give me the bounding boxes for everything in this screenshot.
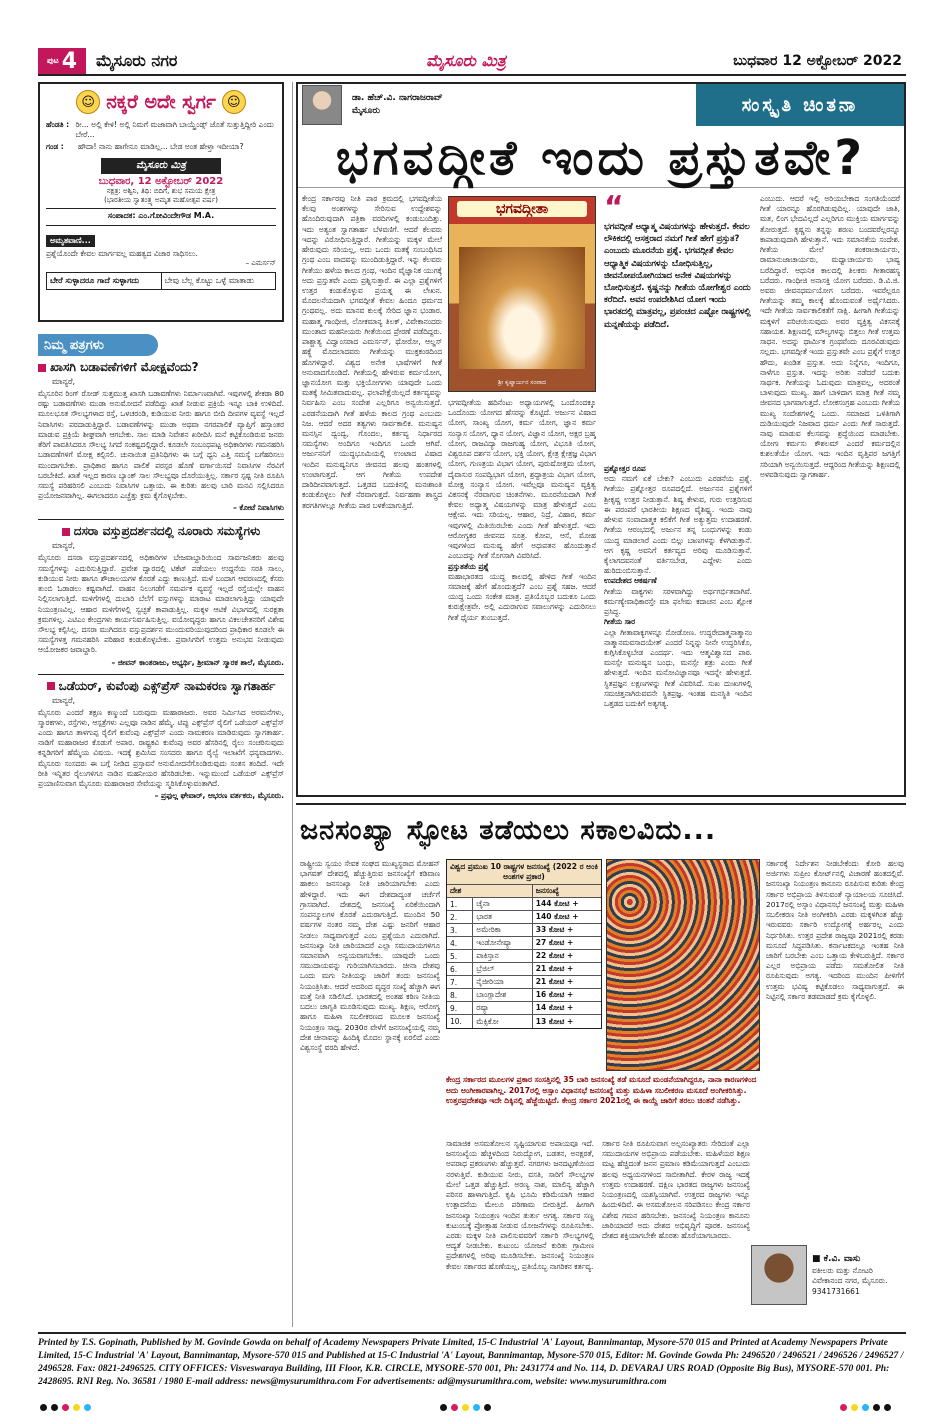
country-cell: ಅಮೇರಿಕಾ [473, 924, 533, 937]
sub-heading: ಪ್ರಶ್ನೋತ್ತರ ರೂಪ [604, 464, 646, 473]
mini-info: (ಭಾರತೀಯ ಸ್ವಾತಂತ್ರ್ಯ ಅಮೃತ ಮಹೋತ್ಸವ ವರ್ಷ) [104, 196, 218, 205]
author-text [352, 92, 443, 119]
headline: ಜನಸಂಖ್ಯಾ ಸ್ಫೋಟ ತಡೆಯಲು ಸಕಾಲವಿದು... [300, 815, 717, 846]
amrita-text: ಪ್ರಶ್ನೆಯೊಂದೇ ಕೇವಲ ಮಾರ್ಗವಲ್ಲ ಮಹತ್ವದ ವಿಚಾರ ಸಾಧಿಸಲು. [46, 248, 198, 258]
dialog-line [46, 120, 276, 140]
black-dot-icon [51, 1404, 58, 1411]
table-header-row [447, 885, 601, 898]
mini-date: ಬುಧವಾರ, 12 ಅಕ್ಟೋಬರ್ 2022 [98, 176, 224, 188]
author-photo [302, 85, 342, 125]
sub-heading: ಪ್ರಸ್ತುತತೆಯ ಪ್ರಶ್ನೆ [448, 561, 489, 571]
joke-box [38, 82, 284, 322]
book-subtitle: ಶ್ರೀ ಕೃಷ್ಣಾರ್ಜುನ ಸಂವಾದ [498, 379, 546, 386]
article-column: ಎಂಬುದು. ಆದರೆ ಇಲ್ಲಿ ಅರಿಯಬೇಕಾದ ಸಂಗತಿಯೆಂದರೆ ಗೀತೆ ಯಾರನ್ನೂ ಹೊರಗಿಡುವುದಿಲ್ಲ. ಯಾವುದೇ ಜಾತಿ, ಮತ, ಲಿಂಗ ಭೇದವಿಲ್ಲದೆ ಎಲ್ಲರಿಗೂ ಮುಕ್ತಿಯ ಮಾರ್ಗವನ್ನು ತೋರುತ್ತದೆ. ಕೃಷ್ಣನು ತನ್ನನ್ನು ಶರಣು ಬಂದವರೆಲ್ಲರನ್ನೂ ಕಾಪಾಡುವುದಾಗಿ ಹೇಳುತ್ತಾನೆ. ಇದು ಸಮಾನತೆಯ ಸಂದೇಶ. ಗೀತೆಯ ಮೇಲೆ ಶಂಕರಾಚಾರ್ಯರು, ರಾಮಾನುಜಾಚಾರ್ಯರು, ಮಧ್ವಾಚಾರ್ಯರು ಭಾಷ್ಯ ಬರೆದಿದ್ದಾರೆ. ಆಧುನಿಕ ಕಾಲದಲ್ಲಿ ತಿಲಕರು ಗೀತಾರಹಸ್ಯ ಬರೆದರು. ಗಾಂಧೀಜಿ ಅನಾಸಕ್ತಿ ಯೋಗ ಬರೆದರು. ಡಿ.ವಿ.ಜಿ. ಅವರು ಜೀವನಧರ್ಮಯೋಗ ಬರೆದರು. ಇವರೆಲ್ಲರೂ ಗೀತೆಯನ್ನು ತಮ್ಮ ಕಾಲಕ್ಕೆ ಹೊಂದುವಂತೆ ಅರ್ಥೈಸಿದರು. ಇದೇ ಗೀತೆಯ ಸಾರ್ವಕಾಲಿಕತೆಗೆ ಸಾಕ್ಷಿ. ಹೀಗಾಗಿ ಗೀತೆಯನ್ನು ಮಕ್ಕಳಿಗೆ ಪರಿಚಯಿಸುವುದು ಅವರ ವ್ಯಕ್ತಿತ್ವ ವಿಕಸನಕ್ಕೆ ಸಹಾಯಕ. ಶಿಕ್ಷಣದಲ್ಲಿ ಮೌಲ್ಯಗಳನ್ನು ಬಿತ್ತಲು ಗೀತೆ ಉತ್ತಮ ಸಾಧನ. ಅದನ್ನು ಧಾರ್ಮಿಕ ಗ್ರಂಥವೆಂದು ದೂರವಿಡುವುದು ಸಲ್ಲದು. ಭಗವದ್ಗೀತೆ ಇಂದು ಪ್ರಸ್ತುತವೇ ಎಂಬ ಪ್ರಶ್ನೆಗೆ ಉತ್ತರ ಹೌದು, ಖಂಡಿತ ಪ್ರಸ್ತುತ. ಅದು ನಿನ್ನೆಗೂ, ಇಂದಿಗೂ, ನಾಳೆಗೂ ಪ್ರಸ್ತುತ. ಇದನ್ನು ಅರಿತು ನಡೆದರೆ ಬದುಕು ಸಾರ್ಥಕ. ಗೀತೆಯನ್ನು ಓದುವುದು ಮಾತ್ರವಲ್ಲ, ಅದರಂತೆ ಬಾಳುವುದು ಮುಖ್ಯ. ಹಾಗೆ ಬಾಳಿದಾಗ ಮಾತ್ರ ಗೀತೆ ನಮ್ಮ ಜೀವನದ ಭಾಗವಾಗುತ್ತದೆ. ಲೋಕಸಂಗ್ರಹ ಎಂಬುದು ಗೀತೆಯ ಮುಖ್ಯ ಸಂದೇಶಗಳಲ್ಲಿ ಒಂದು. ಸಮಾಜದ ಒಳಿತಿಗಾಗಿ ದುಡಿಯುವುದೇ ನಿಜವಾದ ಧರ್ಮ ಎಂದು ಗೀತೆ ಸಾರುತ್ತದೆ. ನಾವು ಮಾಡುವ ಕೆಲಸವನ್ನು ಶ್ರದ್ಧೆಯಿಂದ ಮಾಡಬೇಕು. ಯೋಗಃ ಕರ್ಮಸು ಕೌಶಲಮ್ ಎಂದರೆ ಕರ್ಮದಲ್ಲಿನ ಕುಶಲತೆಯೇ ಯೋಗ. ಇದು ಇಂದಿನ ವೃತ್ತಿಪರ ಜಗತ್ತಿಗೆ ಸರಿಯಾಗಿ ಅನ್ವಯಿಸುತ್ತದೆ. ಆದ್ದರಿಂದ ಗೀತೆಯನ್ನು ಶಿಕ್ಷಣದಲ್ಲಿ ಅಳವಡಿಸುವುದು ಸ್ವಾಗತಾರ್ಹ. [760, 194, 900, 479]
black-dot-icon [484, 1404, 491, 1411]
page-number-box [38, 48, 86, 74]
country-cell: ರಷ್ಯಾ [473, 1002, 533, 1015]
paper-logo: ಮೈಸೂರು ಮಿತ್ರ [426, 51, 506, 70]
column-header: ದೇಶ [447, 885, 532, 898]
letter-body: ಮೈಸೂರಿನ ರಿಂಗ್ ರೋಡ್ ಸುತ್ತಮುತ್ತ ಖಾಸಗಿ ಬಡಾವಣೆಗಳು ನಿರ್ಮಾಣವಾಗಿವೆ. ಇವುಗಳಲ್ಲಿ ಶೇಕಡಾ 80 ರಷ್ಟು ಬಡಾವಣೆಗಳು ಮುಡಾ ಅನುಮೋದನೆ ಪಡೆದಿದ್ದು ಖಾತೆ ನೀಡುವ ಪ್ರಕ್ರಿಯೆ ಇನ್ನೂ ಬಾಕಿ ಉಳಿದಿದೆ. ಮೂಲಭೂತ ಸೌಲಭ್ಯಗಳಾದ ರಸ್ತೆ, ಒಳಚರಂಡಿ, ಕುಡಿಯುವ ನೀರು ಹಾಗೂ ಬೀದಿ ದೀಪಗಳ ವ್ಯವಸ್ಥೆ ಇಲ್ಲದೆ ನಿವಾಸಿಗಳು ಪರದಾಡುತ್ತಿದ್ದಾರೆ. ಬಡಾವಣೆಗಳನ್ನು ಮುಡಾ ಅಥವಾ ನಗರಪಾಲಿಕೆ ವ್ಯಾಪ್ತಿಗೆ ಹಸ್ತಾಂತರ ಮಾಡುವ ಪ್ರಕ್ರಿಯೆ ಶೀಘ್ರವಾಗಿ ಆಗಬೇಕು. ಸಾಲ ಮಾಡಿ ನಿವೇಶನ ಖರೀದಿಸಿ ಮನೆ ಕಟ್ಟಿಕೊಂಡಿರುವ ಜನರು ತೆರಿಗೆ ಪಾವತಿಸಿದರೂ ಸೌಲಭ್ಯ ಸಿಗದೆ ಸಂಕಷ್ಟದಲ್ಲಿದ್ದಾರೆ. ಕೂಡಲೇ ಸಂಬಂಧಪಟ್ಟ ಅಧಿಕಾರಿಗಳು ಗಮನಹರಿಸಿ ಬಡಾವಣೆಗಳಿಗೆ ಮೋಕ್ಷ ಕಲ್ಪಿಸಲಿ. ಚುನಾಯಿತ ಪ್ರತಿನಿಧಿಗಳು ಈ ಬಗ್ಗೆ ಧ್ವನಿ ಎತ್ತಿ ಸಮಸ್ಯೆ ಬಗೆಹರಿಸಲು ಮುಂದಾಗಬೇಕು. ಪ್ರಾಧಿಕಾರ ಹಾಗೂ ಪಾಲಿಕೆ ಪರಸ್ಪರ ಹೊಣೆ ವರ್ಗಾಯಿಸದೆ ನಿವಾಸಿಗಳ ನೆರವಿಗೆ ಬರಬೇಕಿದೆ. ಖಾತೆ ಇಲ್ಲದ ಕಾರಣ ಬ್ಯಾಂಕ್ ಸಾಲ ಸೌಲಭ್ಯವೂ ದೊರೆಯುತ್ತಿಲ್ಲ. ಸರ್ಕಾರ ಸ್ಪಷ್ಟ ನೀತಿ ರೂಪಿಸಿ ಸಮಸ್ಯೆ ಪರಿಹರಿಸಲಿ ಎಂಬುದು ನಿವಾಸಿಗಳ ಒತ್ತಾಯ. ಈ ಕುರಿತು ಹಲವು ಬಾರಿ ಮನವಿ ಸಲ್ಲಿಸಿದರೂ ಪ್ರಯೋಜನವಾಗಿಲ್ಲ. ಈಗಲಾದರೂ ಎಚ್ಚೆತ್ತು ಕ್ರಮ ಕೈಗೊಳ್ಳಬೇಕು. [38, 389, 284, 501]
article-gita [296, 82, 906, 797]
chariot-scene-image [459, 247, 585, 369]
dialog-line [46, 142, 276, 152]
joke-header [46, 88, 276, 116]
author-byline [298, 84, 698, 126]
population-cell: 13 ಕೋಟಿ + [532, 1015, 601, 1028]
black-dot-icon [884, 1404, 891, 1411]
yellow-dot-icon [462, 1404, 469, 1411]
writer-byline [812, 1253, 904, 1297]
headline: ಭಗವದ್ಗೀತೆ ಇಂದು ಪ್ರಸ್ತುತವೇ? [298, 130, 904, 188]
letter-title [38, 674, 284, 694]
page-number: 4 [61, 48, 78, 74]
yellow-dot-icon [851, 1404, 858, 1411]
sub-heading: ಗೀತೆಯ ಸಾರ [604, 617, 636, 627]
joke-dialog [46, 120, 276, 152]
population-cell: 140 ಕೋಟಿ + [532, 911, 601, 924]
country-cell: ಬ್ರೆಜಿಲ್ [473, 963, 533, 976]
table-row [447, 911, 601, 924]
book-title: ಭಗವದ್ಗೀತಾ [457, 201, 587, 217]
amrita-author: – ಎಮರ್ಸನ್ [245, 258, 276, 267]
black-dot-icon [440, 1404, 447, 1411]
color-dots [840, 1404, 891, 1411]
magenta-dot-icon [62, 1404, 69, 1411]
table-row [447, 950, 601, 963]
letters-banner: ನಿಮ್ಮ ಪತ್ರಗಳು [38, 334, 158, 356]
article-text: ಮಹಾಭಾರತದ ಯುದ್ಧ ಕಾಲದಲ್ಲಿ ಹೇಳಿದ ಗೀತೆ ಇಂದಿನ ಸಮಾಜಕ್ಕೆ ಹೇಗೆ ಹೊಂದುತ್ತದೆ? ಎಂಬ ಪ್ರಶ್ನೆ ಸಹಜ. ಆದರೆ ಯುದ್ಧ ಒಂದು ಸಂಕೇತ ಮಾತ್ರ. ಪ್ರತಿಯೊಬ್ಬರ ಬದುಕೂ ಒಂದು ಕುರುಕ್ಷೇತ್ರವೇ. ಅಲ್ಲಿ ಎದುರಾಗುವ ಸವಾಲುಗಳನ್ನು ಎದುರಿಸಲು ಗೀತೆ ಧೈರ್ಯ ತುಂಬುತ್ತದೆ. [448, 571, 596, 622]
photo-caption: ಕೇಂದ್ರ ಸರ್ಕಾರದ ಮೂಲಗಳ ಪ್ರಕಾರ ಸಂಸತ್ತಿನಲ್ಲಿ 35 ಬಾರಿ ಜನಸಂಖ್ಯೆ ತಡೆ ಮಸೂದೆ ಮಂಡನೆಯಾಗಿದ್ದರೂ, ನಾನಾ ಕಾರಣಗಳಿಂದ ಅದು ಅಂಗೀಕಾರವಾಗಿಲ್ಲ. 2017ರಲ್ಲಿ ಅಸ್ಸಾಂ ವಿಧಾನಸಭೆ ಜನಸಂಖ್ಯೆ ಮತ್ತು ಮಹಿಳಾ ಸಬಲೀಕರಣ ಮಸೂದೆ ಅಂಗೀಕರಿಸಿತ್ತು. ಉತ್ತರಪ್ರದೇಶವೂ ಇದೇ ದಿಕ್ಕಿನಲ್ಲಿ ಹೆಜ್ಜೆಯಿಟ್ಟಿದೆ. ಕೇಂದ್ರ ಸರ್ಕಾರ 2021ರಲ್ಲಿ ಈ ಕಾಯ್ದೆ ಜಾರಿಗೆ ತರಲು ಚಿಂತನೆ ನಡೆಸಿತ್ತು. [446, 1075, 757, 1106]
cyan-dot-icon [84, 1404, 91, 1411]
table-row [447, 989, 601, 1002]
crowd-photo [606, 859, 760, 1071]
population-cell: 14 ಕೋಟಿ + [532, 1002, 601, 1015]
article-text: ಗೀತೆಯ ವಾಕ್ಯಗಳು ಸರಳವಾಗಿದ್ದು ಅರ್ಥಗರ್ಭಿತವಾಗಿವೆ. ಕರ್ಮಣ್ಯೇವಾಧಿಕಾರಸ್ತೇ ಮಾ ಫಲೇಷು ಕದಾಚನ ಎಂಬ ಶ್ಲೋಕ ಪ್ರಸಿದ್ಧ. [604, 586, 752, 617]
letter-salutation: ಮಾನ್ಯರೆ, [52, 541, 76, 551]
letter [38, 519, 284, 667]
letter-signature: – ಜೀವನ್ ಕಾಂತರಾಜು, ಅಭ್ಯರ್ಥಿ, ಶ್ರೀಮಾನ್ ಸ್ಮಾರಕ ಶಾಲೆ, ಮೈಸೂರು. [111, 657, 284, 667]
article-text: ಭಗವದ್ಗೀತೆಯ ಹದಿನೆಂಟು ಅಧ್ಯಾಯಗಳಲ್ಲಿ ಒಂದೊಂದಕ್ಕೂ ಒಂದೊಂದು ಯೋಗದ ಹೆಸರನ್ನು ಕೊಟ್ಟಿದೆ. ಅರ್ಜುನ ವಿಷಾದ ಯೋಗ, ಸಾಂಖ್ಯ ಯೋಗ, ಕರ್ಮ ಯೋಗ, ಜ್ಞಾನ ಕರ್ಮ ಸಂನ್ಯಾಸ ಯೋಗ, ಧ್ಯಾನ ಯೋಗ, ವಿಜ್ಞಾನ ಯೋಗ, ಅಕ್ಷರ ಬ್ರಹ್ಮ ಯೋಗ, ರಾಜವಿದ್ಯಾ ರಾಜಗುಹ್ಯ ಯೋಗ, ವಿಭೂತಿ ಯೋಗ, ವಿಶ್ವರೂಪ ದರ್ಶನ ಯೋಗ, ಭಕ್ತಿ ಯೋಗ, ಕ್ಷೇತ್ರ ಕ್ಷೇತ್ರಜ್ಞ ವಿಭಾಗ ಯೋಗ, ಗುಣತ್ರಯ ವಿಭಾಗ ಯೋಗ, ಪುರುಷೋತ್ತಮ ಯೋಗ, ದೈವಾಸುರ ಸಂಪದ್ವಿಭಾಗ ಯೋಗ, ಶ್ರದ್ಧಾತ್ರಯ ವಿಭಾಗ ಯೋಗ, ಮೋಕ್ಷ ಸಂನ್ಯಾಸ ಯೋಗ. ಇವೆಲ್ಲವೂ ಮನುಷ್ಯನ ವ್ಯಕ್ತಿತ್ವ ವಿಕಸನಕ್ಕೆ ನೆರವಾಗುವ ಚಿಂತನೆಗಳು. ಮೂರನೆಯದಾಗಿ ಗೀತೆ ಕೇವಲ ಅಧ್ಯಾತ್ಮ ವಿಷಯಗಳನ್ನು ಮಾತ್ರ ಹೇಳುತ್ತದೆ ಎಂಬ ಆಕ್ಷೇಪ. ಇದು ಸರಿಯಲ್ಲ. ಆಹಾರ, ನಿದ್ರೆ, ವಿಹಾರ, ಕರ್ಮ ಇವುಗಳಲ್ಲಿ ಮಿತಿಯಿರಬೇಕು ಎಂದು ಗೀತೆ ಹೇಳುತ್ತದೆ. ಇದು ಆರೋಗ್ಯಕರ ಜೀವನದ ಸೂತ್ರ. ಕೋಪ, ಆಸೆ, ಮೋಹ ಇವುಗಳಿಂದ ಮನುಷ್ಯ ಹೇಗೆ ಅಧಃಪತನ ಹೊಂದುತ್ತಾನೆ ಎಂಬುದನ್ನು ಗೀತೆ ಸೊಗಸಾಗಿ ವಿವರಿಸಿದೆ. [448, 398, 596, 561]
mini-logo: ಮೈಸೂರು ಮಿತ್ರ [101, 158, 221, 174]
dialog-speaker: ಹೆಂಡತಿ : [46, 120, 70, 129]
dialog-text: ಹೌದಾ! ನಾನು ಹಾಗೇನೂ ಮಾಡಿಲ್ಲ... ಬೇಡ ಅಂತ ಹೇಳ್ತಾ ಇದೀಯಾ? [78, 142, 244, 152]
population-cell: 27 ಕೋಟಿ + [532, 937, 601, 950]
writer-name: ■ ಕೆ.ವಿ. ವಾಸು [812, 1254, 861, 1264]
rank-cell: 5. [447, 950, 473, 963]
article-population [296, 803, 906, 1328]
bullet-square-icon [38, 364, 46, 372]
rank-cell: 7. [447, 976, 473, 989]
proverb-box [46, 272, 276, 290]
writer-photo [751, 1245, 807, 1305]
country-cell: ಬಾಂಗ್ಲಾದೇಶ [473, 989, 533, 1002]
letter [38, 674, 284, 802]
mini-info: ನಕ್ಷತ್ರ: ಅಶ್ವಿನಿ, ತಿಥಿ: ಬಿದಿಗೆ, ಶುಭ ಸಮಯ ಕ್ಷೇತ್ರ [106, 187, 216, 196]
population-table-grid [447, 884, 601, 1028]
country-cell: ಇಂಡೋನೇಷ್ಯಾ [473, 937, 533, 950]
sub-heading: ಉಪದೇಶದ ಆಕರ್ಷಣೆ [604, 576, 657, 586]
article-column [448, 398, 596, 794]
amrita-vani [46, 225, 276, 268]
letter-salutation: ಮಾನ್ಯರೆ, [52, 377, 76, 386]
article-column: ಸಾಮಾಜಿಕ ಅಸಮತೋಲನ ಸೃಷ್ಟಿಯಾಗುವ ಅಪಾಯವೂ ಇದೆ. ಜನಸಂಖ್ಯೆಯ ಹೆಚ್ಚಳದಿಂದ ನಿರುದ್ಯೋಗ, ಬಡತನ, ಅನಕ್ಷರತೆ, ಅಪರಾಧ ಪ್ರಕರಣಗಳು ಹೆಚ್ಚುತ್ತವೆ. ನಗರಗಳು ಜನದಟ್ಟಣೆಯಿಂದ ನರಳುತ್ತಿವೆ. ಕುಡಿಯುವ ನೀರು, ವಸತಿ, ಸಾರಿಗೆ ಸೌಲಭ್ಯಗಳ ಮೇಲೆ ಒತ್ತಡ ಹೆಚ್ಚುತ್ತಿದೆ. ಅರಣ್ಯ ನಾಶ, ಮಾಲಿನ್ಯ ಹೆಚ್ಚಾಗಿ ಪರಿಸರ ಹಾಳಾಗುತ್ತಿದೆ. ಕೃಷಿ ಭೂಮಿ ಕಡಿಮೆಯಾಗಿ ಆಹಾರ ಉತ್ಪಾದನೆಯ ಮೇಲೂ ಪರಿಣಾಮ ಬೀರುತ್ತಿದೆ. ಹೀಗಾಗಿ ಜನಸಂಖ್ಯಾ ನಿಯಂತ್ರಣ ಇಂದಿನ ತುರ್ತು ಅಗತ್ಯ. ಸರ್ಕಾರ ಸಣ್ಣ ಕುಟುಂಬಕ್ಕೆ ಪ್ರೋತ್ಸಾಹ ನೀಡುವ ಯೋಜನೆಗಳನ್ನು ರೂಪಿಸಬೇಕು. ಎರಡು ಮಕ್ಕಳ ನೀತಿ ಪಾಲಿಸುವವರಿಗೆ ಸರ್ಕಾರಿ ಸೌಲಭ್ಯಗಳಲ್ಲಿ ಆದ್ಯತೆ ನೀಡಬೇಕು. ಕುಟುಂಬ ಯೋಜನೆ ಕುರಿತು ಗ್ರಾಮೀಣ ಪ್ರದೇಶಗಳಲ್ಲಿ ಅರಿವು ಮೂಡಿಸಬೇಕು. ಜನಸಂಖ್ಯೆ ನಿಯಂತ್ರಣ ಕೇವಲ ಸರ್ಕಾರದ ಹೊಣೆಯಲ್ಲ, ಪ್ರತಿಯೊಬ್ಬ ನಾಗರಿಕನ ಕರ್ತವ್ಯ. [446, 1139, 594, 1271]
article-text: ಎಲ್ಲಾ ಗೀತಾವಾಕ್ಯಗಳನ್ನೂ ನೋಡೋಣ. ಉದ್ಧರೇದಾತ್ಮನಾತ್ಮಾನಂ ನಾತ್ಮಾನಮವಸಾದಯೇತ್ ಎಂದರೆ ನಿನ್ನನ್ನು ನೀನೇ ಉದ್ಧರಿಸಿಕೊ, ಕುಗ್ಗಿಸಿಕೊಳ್ಳಬೇಡ ಎಂದರ್ಥ. ಇದು ಆತ್ಮವಿಶ್ವಾಸದ ಪಾಠ. ಮನಸ್ಸೇ ಮನುಷ್ಯನ ಬಂಧು, ಮನಸ್ಸೇ ಶತ್ರು ಎಂದು ಗೀತೆ ಹೇಳುತ್ತದೆ. ಇಂದಿನ ಮನೋವಿಜ್ಞಾನವೂ ಇದನ್ನೇ ಹೇಳುತ್ತದೆ. ಸ್ಥಿತಪ್ರಜ್ಞನ ಲಕ್ಷಣಗಳನ್ನು ಗೀತೆ ವಿವರಿಸಿದೆ. ಸುಖ ದುಃಖಗಳಲ್ಲಿ ಸಮಚಿತ್ತನಾಗಿರುವವನೇ ಸ್ಥಿತಪ್ರಜ್ಞ. ಇಂತಹ ಮನಸ್ಥಿತಿ ಇಂದಿನ ಒತ್ತಡದ ಬದುಕಿಗೆ ಅತ್ಯಗತ್ಯ. [604, 627, 752, 709]
pull-quote [604, 190, 754, 330]
left-column [38, 82, 284, 801]
country-cell: ಭಾರತ [473, 911, 533, 924]
letter [38, 360, 284, 513]
letter-body: ಮೈಸೂರು ದಸರಾ ವಸ್ತುಪ್ರದರ್ಶನದಲ್ಲಿ ಅಧಿಕಾರಿಗಳ ಬೇಜವಾಬ್ದಾರಿಯಿಂದ ಸಾರ್ವಜನಿಕರು ಹಲವು ಸಮಸ್ಯೆಗಳನ್ನು ಎದುರಿಸುತ್ತಿದ್ದಾರೆ. ಪ್ರವೇಶ ದ್ವಾರದಲ್ಲಿ ಟಿಕೆಟ್ ಪಡೆಯಲು ಉದ್ದನೆಯ ಸರತಿ ಸಾಲು, ಕುಡಿಯುವ ನೀರು ಹಾಗೂ ಶೌಚಾಲಯಗಳ ಕೊರತೆ ಎದ್ದು ಕಾಣುತ್ತಿದೆ. ಮಳೆ ಬಂದಾಗ ಆವರಣದಲ್ಲಿ ಕೆಸರು ತುಂಬಿ ಓಡಾಡಲು ಕಷ್ಟವಾಗಿದೆ. ವಾಹನ ನಿಲುಗಡೆಗೆ ಸಮರ್ಪಕ ವ್ಯವಸ್ಥೆ ಇಲ್ಲದೆ ರಸ್ತೆಯಲ್ಲೇ ವಾಹನ ನಿಲ್ಲಿಸಲಾಗುತ್ತಿದೆ. ಮಳಿಗೆಗಳಲ್ಲಿ ದುಬಾರಿ ಬೆಲೆಗೆ ವಸ್ತುಗಳನ್ನು ಮಾರಾಟ ಮಾಡಲಾಗುತ್ತಿದ್ದು ಯಾವುದೇ ನಿಯಂತ್ರಣವಿಲ್ಲ. ಆಹಾರ ಮಳಿಗೆಗಳಲ್ಲಿ ಸ್ವಚ್ಛತೆ ಕಾಪಾಡುತ್ತಿಲ್ಲ. ಮಕ್ಕಳ ಆಟಿಕೆ ವಿಭಾಗದಲ್ಲಿ ಸುರಕ್ಷತಾ ಕ್ರಮಗಳಿಲ್ಲ. ಎಟಿಎಂ ಕೇಂದ್ರಗಳು ಕಾರ್ಯನಿರ್ವಹಿಸುತ್ತಿಲ್ಲ. ವಯೋವೃದ್ಧರು ಹಾಗೂ ವಿಕಲಚೇತನರಿಗೆ ವಿಶೇಷ ಸೌಲಭ್ಯ ಕಲ್ಪಿಸಿಲ್ಲ. ದಸರಾ ಮುಗಿದರೂ ವಸ್ತುಪ್ರದರ್ಶನ ಮುಂದುವರಿಯುವುದರಿಂದ ಪ್ರಾಧಿಕಾರ ಕೂಡಲೇ ಈ ಸಮಸ್ಯೆಗಳತ್ತ ಗಮನಹರಿಸಿ ಪರಿಹಾರ ಕಂಡುಕೊಳ್ಳಬೇಕು. ಪ್ರವಾಸಿಗರಿಗೆ ಉತ್ತಮ ಅನುಭವ ನೀಡುವುದು ಆಯೋಜಕರ ಜವಾಬ್ದಾರಿ. [38, 553, 284, 655]
color-dots [40, 1404, 91, 1411]
cyan-dot-icon [473, 1404, 480, 1411]
pull-quote-text: ಭಗವದ್ಗೀತೆ ಅಧ್ಯಾತ್ಮ ವಿಷಯಗಳನ್ನು ಹೇಳುತ್ತದೆ. ಕೇವಲ ಲೌಕಿಕದಲ್ಲಿ ಆಸಕ್ತರಾದ ನಮಗೆ ಗೀತೆ ಹೇಗೆ ಪ್ರಸ್ತುತ? ಎಂಬುದು ಮೂರನೆಯ ಪ್ರಶ್ನೆ. ಭಗವದ್ಗೀತೆ ಕೇವಲ ಆಧ್ಯಾತ್ಮಿಕ ವಿಷಯಗಳನ್ನು ಬೋಧಿಸುತ್ತಿಲ್ಲ, ಜೀವನೋಪಯೋಗಿಯಾದ ಅನೇಕ ವಿಷಯಗಳನ್ನು ಬೋಧಿಸುತ್ತದೆ. ಕೃಷ್ಣನನ್ನು ಗೀತೆಯ ಯೋಗೇಶ್ವರ ಎಂದು ಕರೆದಿದೆ. ಅವನ ಉಪದೇಶಿಸಿದ ಯೋಗ ಇಂದು ಭಾರತದಲ್ಲಿ ಮಾತ್ರವಲ್ಲ, ಪ್ರಪಂಚದ ಎಷ್ಟೋ ರಾಷ್ಟ್ರಗಳಲ್ಲಿ ಮನ್ನಣೆಯನ್ನು ಪಡೆದಿದೆ. [604, 221, 751, 329]
author-name: ಡಾ. ಹೆಚ್.ವಿ. ನಾಗರಾಜರಾವ್ [352, 92, 443, 103]
letter-title-text: ಒಡೆಯರ್, ಕುವೆಂಪು ಎಕ್ಸ್‌ಪ್ರೆಸ್ ನಾಮಕರಣ ಸ್ವಾಗತಾರ್ಹ [58, 678, 276, 693]
bullet-square-icon [62, 528, 70, 536]
table-row [447, 898, 601, 911]
article-text: ಅದು ನಮಗೆ ಏಕೆ ಬೇಕು? ಎಂಬುದು ಎರಡನೆಯ ಪ್ರಶ್ನೆ. ಗೀತೆಯು ಪ್ರಶ್ನೋತ್ತರ ರೂಪದಲ್ಲಿದೆ. ಅರ್ಜುನನ ಪ್ರಶ್ನೆಗಳಿಗೆ ಶ್ರೀಕೃಷ್ಣ ಉತ್ತರ ನೀಡುತ್ತಾನೆ. ಶಿಷ್ಯ ಕೇಳುವ, ಗುರು ಉತ್ತರಿಸುವ ಈ ಪರಂಪರೆ ಭಾರತೀಯ ಶಿಕ್ಷಣದ ವೈಶಿಷ್ಟ್ಯ. ಇಂದು ನಾವು ಹೇಳುವ ಸಂವಾದಾತ್ಮಕ ಕಲಿಕೆಗೆ ಗೀತೆ ಅತ್ಯುತ್ತಮ ಉದಾಹರಣೆ. ಗೀತೆಯ ಆರಂಭದಲ್ಲಿ ಅರ್ಜುನ ತನ್ನ ಬಂಧುಗಳನ್ನು ಕಂಡು ಯುದ್ಧ ಮಾಡಲಾರೆ ಎಂದು ಬಿಲ್ಲು ಬಾಣಗಳನ್ನು ಕೆಳಗಿಡುತ್ತಾನೆ. ಆಗ ಕೃಷ್ಣ ಅವನಿಗೆ ಕರ್ತವ್ಯದ ಅರಿವು ಮೂಡಿಸುತ್ತಾನೆ. ಕೈಲಾಗದವನಂತೆ ವರ್ತಿಸಬೇಡ, ಎದ್ದೇಳು ಎಂದು ಹುರಿದುಂಬಿಸುತ್ತಾನೆ. [604, 474, 752, 576]
table-row [447, 937, 601, 950]
dialog-speaker: ಗಂಡ : [46, 142, 64, 152]
rank-cell: 2. [447, 911, 473, 924]
country-cell: ಪಾಕಿಸ್ತಾನ [473, 950, 533, 963]
black-dot-icon [873, 1404, 880, 1411]
column-divider [292, 82, 293, 1327]
population-cell: 144 ಕೋಟಿ + [532, 898, 601, 911]
color-dots [440, 1404, 491, 1411]
letter-signature: – ಕೋಟೆ ನಿವಾಸಿಗಳು [233, 503, 284, 513]
magenta-dot-icon [840, 1404, 847, 1411]
magenta-dot-icon [451, 1404, 458, 1411]
letter-salutation: ಮಾನ್ಯರೆ, [52, 695, 76, 705]
section-name: ಮೈಸೂರು ನಗರ [96, 51, 178, 70]
bullet-square-icon [47, 682, 55, 690]
article-column: ರಾಷ್ಟ್ರೀಯ ಸ್ವಯಂ ಸೇವಕ ಸಂಘದ ಮುಖ್ಯಸ್ಥರಾದ ಮೋಹನ್ ಭಾಗವತ್ ದೇಶದಲ್ಲಿ ಹೆಚ್ಚುತ್ತಿರುವ ಜನಸಂಖ್ಯೆಗೆ ಕಡಿವಾಣ ಹಾಕಲು ಜನಸಂಖ್ಯಾ ನೀತಿ ಜಾರಿಯಾಗಬೇಕು ಎಂದು ಹೇಳಿದ್ದಾರೆ. ಇದು ಈಗ ದೇಶದಾದ್ಯಂತ ಚರ್ಚೆಗೆ ಗ್ರಾಸವಾಗಿದೆ. ದೇಶದಲ್ಲಿ ಜನಸಂಖ್ಯೆ ಏರಿಕೆಯಿಂದಾಗಿ ಸಂಪನ್ಮೂಲಗಳ ಕೊರತೆ ಎದುರಾಗುತ್ತಿದೆ. ಮುಂದಿನ 50 ವರ್ಷಗಳ ನಂತರ ನಮ್ಮ ದೇಶ ಎಷ್ಟು ಜನರಿಗೆ ಆಹಾರ ನೀಡಲು ಸಾಧ್ಯವಾಗುತ್ತದೆ ಎಂಬ ಪ್ರಶ್ನೆಯೂ ಎದುರಾಗಿದೆ. ಜನಸಂಖ್ಯಾ ನೀತಿ ಜಾರಿಯಾದರೆ ಎಲ್ಲಾ ಸಮುದಾಯಗಳಿಗೂ ಸಮಾನವಾಗಿ ಅನ್ವಯವಾಗಬೇಕು. ಯಾವುದೇ ಒಂದು ಸಮುದಾಯವನ್ನು ಗುರಿಯಾಗಿಸಬಾರದು. ಚೀನಾ ದೇಶವು ಒಂದು ಮಗು ನೀತಿಯನ್ನು ಜಾರಿಗೆ ತಂದು ಜನಸಂಖ್ಯೆ ನಿಯಂತ್ರಿಸಿತು. ಆದರೆ ಅದರಿಂದ ವೃದ್ಧರ ಸಂಖ್ಯೆ ಹೆಚ್ಚಾಗಿ ಈಗ ಮತ್ತೆ ನೀತಿ ಸಡಿಲಿಸಿದೆ. ಭಾರತದಲ್ಲಿ ಅಂತಹ ಕಠಿಣ ನೀತಿಯ ಬದಲು ಜಾಗೃತಿ ಮೂಡಿಸುವುದು ಮುಖ್ಯ. ಶಿಕ್ಷಣ, ಆರೋಗ್ಯ ಹಾಗೂ ಮಹಿಳಾ ಸಬಲೀಕರಣದ ಮೂಲಕ ಜನಸಂಖ್ಯೆ ನಿಯಂತ್ರಣ ಸಾಧ್ಯ. 2030ರ ವೇಳೆಗೆ ಜನಸಂಖ್ಯೆಯಲ್ಲಿ ನಮ್ಮ ದೇಶ ಚೀನಾವನ್ನು ಹಿಂದಿಕ್ಕಿ ಮೊದಲ ಸ್ಥಾನಕ್ಕೆ ಏರಲಿದೆ ಎಂದು ವಿಶ್ವಸಂಸ್ಥೆ ವರದಿ ಹೇಳಿದೆ. [300, 859, 440, 1052]
table-row [447, 1015, 601, 1028]
registration-marks [0, 1398, 945, 1418]
rank-cell: 4. [447, 937, 473, 950]
letter-title [38, 360, 284, 375]
editor-line: ಸಂಪಾದಕ: ಎಂ.ಗೋವಿಂದೇಗೌಡ M.A. [46, 208, 276, 221]
population-cell: 21 ಕೋಟಿ + [532, 963, 601, 976]
proverb-label: ಬೇರೆ ಸುಳ್ಳಾದರೂ ಗಾದೆ ಸುಳ್ಳಾಗದು [50, 275, 140, 285]
table-row [447, 976, 601, 989]
letter-title-text: ದಸರಾ ವಸ್ತುಪ್ರದರ್ಶನದಲ್ಲಿ ನೂರಾರು ಸಮಸ್ಯೆಗಳು [73, 524, 261, 539]
quote-mark-icon: “ [604, 190, 624, 225]
author-place: ಮೈಸೂರು [352, 106, 380, 116]
article-column [604, 464, 752, 794]
table-title: ವಿಶ್ವದ ಪ್ರಮುಖ 10 ರಾಷ್ಟ್ರಗಳ ಜನಸಂಖ್ಯೆ (2022 ರ ಅಂಕಿ ಅಂಶಗಳ ಪ್ರಕಾರ) [447, 860, 601, 884]
article-column: ಸರ್ಕಾರ ನೀತಿ ರೂಪಿಸುವಾಗ ಅಲ್ಪಸಂಖ್ಯಾತರು ಸೇರಿದಂತೆ ಎಲ್ಲಾ ಸಮುದಾಯಗಳ ಅಭಿಪ್ರಾಯ ಪಡೆಯಬೇಕು. ಮಹಿಳೆಯರ ಶಿಕ್ಷಣ ಮಟ್ಟ ಹೆಚ್ಚಿದಂತೆ ಜನನ ಪ್ರಮಾಣ ಕಡಿಮೆಯಾಗುತ್ತದೆ ಎಂಬುದು ಹಲವು ಅಧ್ಯಯನಗಳಿಂದ ಸಾಬೀತಾಗಿದೆ. ಕೇರಳ ರಾಜ್ಯ ಇದಕ್ಕೆ ಉತ್ತಮ ಉದಾಹರಣೆ. ದಕ್ಷಿಣ ಭಾರತದ ರಾಜ್ಯಗಳು ಜನಸಂಖ್ಯೆ ನಿಯಂತ್ರಣದಲ್ಲಿ ಯಶಸ್ವಿಯಾಗಿವೆ. ಉತ್ತರದ ರಾಜ್ಯಗಳು ಇನ್ನೂ ಹಿಂದುಳಿದಿವೆ. ಈ ಅಸಮತೋಲನ ಸರಿಪಡಿಸಲು ಕೇಂದ್ರ ಸರ್ಕಾರ ವಿಶೇಷ ಗಮನ ಹರಿಸಬೇಕು. ಜನಸಂಖ್ಯೆ ನಿಯಂತ್ರಣ ಕಾನೂನು ಜಾರಿಯಾದರೆ ಅದು ದೇಶದ ಅಭಿವೃದ್ಧಿಗೆ ಪೂರಕ. ಜನಸಂಖ್ಯೆ ದೇಶದ ಶಕ್ತಿಯಾಗಬೇಕೇ ಹೊರತು ಹೊರೆಯಾಗಬಾರದು. [602, 1139, 750, 1240]
cyan-dot-icon [862, 1404, 869, 1411]
gita-book-cover-image [448, 196, 596, 392]
yellow-dot-icon [73, 1404, 80, 1411]
laughing-face-icon: ☺ [222, 90, 246, 114]
population-cell: 33 ಕೋಟಿ + [532, 924, 601, 937]
country-cell: ನೈಜೀರಿಯಾ [473, 976, 533, 989]
rank-cell: 6. [447, 963, 473, 976]
amrita-title: ಅಮೃತವಾಣಿ... [46, 235, 95, 247]
dialog-text: ರೀ... ಅಲ್ಲಿ ಕೇಳಿ! ಅಲ್ಲಿ ನಿಮಗೆ ಮಜಾವಾಗಿ ಬಾಯ್ಫ್ರೆಂಡ್ಸ್ ಜೊತೆ ಸುತ್ತುತ್ತಿದ್ದೀರಿ ಎಂದು ಬೇರೆ... [75, 120, 275, 140]
column-header: ಜನಸಂಖ್ಯೆ [532, 885, 601, 898]
masthead [38, 48, 906, 76]
letter-body: ಮೈಸೂರು ಎಂದರೆ ತಕ್ಷಣ ಕಣ್ಮುಂದೆ ಬರುವುದು ಮಹಾರಾಜರು. ಅವರ ನಿರ್ಮಿಸಿದ ಅರಮನೆಗಳು, ಸ್ಮಾರಕಗಳು, ರಸ್ತೆಗಳು, ಆಸ್ಪತ್ರೆಗಳು ಎಲ್ಲವೂ ನಾಡಿನ ಹೆಮ್ಮೆ. ಟಿಪ್ಪು ಎಕ್ಸ್‌ಪ್ರೆಸ್ ರೈಲಿಗೆ ಒಡೆಯರ್ ಎಕ್ಸ್‌ಪ್ರೆಸ್ ಎಂದು ಹಾಗೂ ತಾಳಗುಪ್ಪ ರೈಲಿಗೆ ಕುವೆಂಪು ಎಕ್ಸ್‌ಪ್ರೆಸ್ ಎಂದು ನಾಮಕರಣ ಮಾಡಿರುವುದು ಸ್ವಾಗತಾರ್ಹ. ನಾಡಿಗೆ ಮಹಾರಾಜರ ಕೊಡುಗೆ ಅಪಾರ. ರಾಷ್ಟ್ರಕವಿ ಕುವೆಂಪು ಅವರ ಹೆಸರಿನಲ್ಲಿ ರೈಲು ಸಂಚರಿಸುವುದು ಕನ್ನಡಿಗರಿಗೆ ಹೆಮ್ಮೆಯ ವಿಷಯ. ಇದಕ್ಕೆ ಶ್ರಮಿಸಿದ ಸಂಸದರು ಹಾಗೂ ರೈಲ್ವೆ ಇಲಾಖೆಗೆ ಧನ್ಯವಾದಗಳು. ಮೈಸೂರು ಸಂಸದರು ಈ ಬಗ್ಗೆ ನೀಡಿದ ಪ್ರಸ್ತಾವನೆ ಅನುಮೋದನೆಗೊಂಡಿರುವುದು ಸಂತಸ ತಂದಿದೆ. ಇದೇ ರೀತಿ ಇನ್ನಿತರ ರೈಲುಗಳಿಗೂ ನಾಡಿನ ಮಹನೀಯರ ಹೆಸರಿಡಬೇಕು. ಇನ್ನುಮುಂದೆ ಒಡೆಯರ್ ಎಕ್ಸ್‌ಪ್ರೆಸ್ ಪ್ರಯಾಣಿಸುವಾಗ ಮೈಸೂರು ಮಹಾರಾಜರ ಸೇವೆಯನ್ನು ಸ್ಮರಿಸಿಕೊಳ್ಳುವಂತಾಗಿದೆ. [38, 707, 284, 789]
issue-date: ಬುಧವಾರ 12 ಅಕ್ಟೋಬರ್ 2022 [733, 53, 902, 69]
writer-role: ವಕೀಲರು ಮತ್ತು ನೋಟರಿ [812, 1265, 873, 1275]
population-cell: 16 ಕೋಟಿ + [532, 989, 601, 1002]
population-table [446, 859, 602, 1029]
column-tag: ಸಂಸ್ಕೃತಿ ಚಿಂತನಾ [696, 84, 904, 126]
table-row [447, 963, 601, 976]
population-cell: 22 ಕೋಟಿ + [532, 950, 601, 963]
laughing-face-icon: ☺ [76, 90, 100, 114]
letter-signature: – ಪ್ರಫುಲ್ಲ ಘೇವಾರ್, ಆಭರಣ ವರ್ತಕರು, ಮೈಸೂರು. [154, 791, 284, 801]
article-column: ಕೇಂದ್ರ ಸರ್ಕಾರವು ನೀತಿ ಪಾಠ ಕ್ರಮದಲ್ಲಿ ಭಗವದ್ಗೀತೆಯ ಕೆಲವು ಅಂಶಗಳನ್ನು ಸೇರಿಸುವ ಉದ್ದೇಶವನ್ನು ಹೊಂದಿರುವುದಾಗಿ ಪತ್ರಿಕಾ ವರದಿಗಳಲ್ಲಿ ಕಂಡುಬಂದಿತ್ತು. ಇದು ಅತ್ಯಂತ ಸ್ವಾಗತಾರ್ಹ ಬೆಳವಣಿಗೆ. ಆದರೆ ಕೆಲವರು ಇದನ್ನು ವಿರೋಧಿಸುತ್ತಿದ್ದಾರೆ. ಗೀತೆಯನ್ನು ಮಕ್ಕಳ ಮೇಲೆ ಹೇರುವುದು ಸರಿಯಲ್ಲ, ಅದು ಒಂದು ಮತಕ್ಕೆ ಸಂಬಂಧಿಸಿದ ಗ್ರಂಥ ಎಂಬ ವಾದವನ್ನು ಮುಂದಿಡುತ್ತಿದ್ದಾರೆ. ಇನ್ನು ಕೆಲವರು ಗೀತೆಯು ಹಳೆಯ ಕಾಲದ ಗ್ರಂಥ, ಇಂದಿನ ವೈಜ್ಞಾನಿಕ ಯುಗಕ್ಕೆ ಅದು ಪ್ರಸ್ತುತವೇ ಎಂದು ಪ್ರಶ್ನಿಸುತ್ತಾರೆ. ಈ ಎಲ್ಲಾ ಪ್ರಶ್ನೆಗಳಿಗೆ ಉತ್ತರ ಕಂಡುಕೊಳ್ಳುವ ಪ್ರಯತ್ನ ಈ ಲೇಖನ. ಮೊದಲನೆಯದಾಗಿ ಭಗವದ್ಗೀತೆ ಕೇವಲ ಹಿಂದೂ ಧರ್ಮದ ಗ್ರಂಥವಲ್ಲ. ಅದು ಮಾನವ ಕುಲಕ್ಕೆ ಸೇರಿದ ಜ್ಞಾನ ಭಂಡಾರ. ಮಹಾತ್ಮ ಗಾಂಧೀಜಿ, ಲೋಕಮಾನ್ಯ ತಿಲಕ್, ವಿವೇಕಾನಂದರು ಮುಂತಾದ ಮಹನೀಯರು ಗೀತೆಯಿಂದ ಪ್ರೇರಣೆ ಪಡೆದಿದ್ದರು. ಪಾಶ್ಚಾತ್ಯ ವಿದ್ವಾಂಸರಾದ ಎಮರ್ಸನ್, ಥೋರೋ, ಆಲ್ಡಸ್ ಹಕ್ಸ್ಲೆ ಮೊದಲಾದವರು ಗೀತೆಯನ್ನು ಮುಕ್ತಕಂಠದಿಂದ ಹೊಗಳಿದ್ದಾರೆ. ವಿಶ್ವದ ಅನೇಕ ಭಾಷೆಗಳಿಗೆ ಗೀತೆ ಅನುವಾದಗೊಂಡಿದೆ. ಗೀತೆಯಲ್ಲಿ ಹೇಳಿರುವ ಕರ್ಮಯೋಗ, ಜ್ಞಾನಯೋಗ ಮತ್ತು ಭಕ್ತಿಯೋಗಗಳು ಯಾವುದೇ ಒಂದು ಮತಕ್ಕೆ ಸೀಮಿತವಾದುವಲ್ಲ. ಫಲಾಪೇಕ್ಷೆಯಿಲ್ಲದೆ ಕರ್ತವ್ಯವನ್ನು ನಿರ್ವಹಿಸು ಎಂಬ ಸಂದೇಶ ಎಲ್ಲರಿಗೂ ಅನ್ವಯಿಸುತ್ತದೆ. ಎರಡನೆಯದಾಗಿ ಗೀತೆ ಹಳೆಯ ಕಾಲದ ಗ್ರಂಥ ಎಂಬುದು ನಿಜ. ಆದರೆ ಅದರ ತತ್ವಗಳು ಸಾರ್ವಕಾಲಿಕ. ಮನುಷ್ಯನ ಮನಸ್ಸಿನ ದ್ವಂದ್ವ, ಗೊಂದಲ, ಕರ್ತವ್ಯ ನಿರ್ಧಾರದ ಸಮಸ್ಯೆಗಳು ಅಂದಿಗೂ ಇಂದಿಗೂ ಒಂದೇ ಆಗಿವೆ. ಅರ್ಜುನನಿಗೆ ಯುದ್ಧಭೂಮಿಯಲ್ಲಿ ಉಂಟಾದ ವಿಷಾದ ಇಂದಿನ ಮನುಷ್ಯನಿಗೂ ಜೀವನದ ಹಲವು ಹಂತಗಳಲ್ಲಿ ಉಂಟಾಗುತ್ತದೆ. ಆಗ ಗೀತೆಯ ಉಪದೇಶ ದಾರಿದೀಪವಾಗುತ್ತದೆ. ಒತ್ತಡದ ಬದುಕಿನಲ್ಲಿ ಮನಃಶಾಂತಿ ಕಂಡುಕೊಳ್ಳಲು ಗೀತೆ ನೆರವಾಗುತ್ತದೆ. ನಿರ್ವಹಣಾ ಶಾಸ್ತ್ರದ ತರಗತಿಗಳಲ್ಲೂ ಗೀತೆಯ ಪಾಠ ಬಳಕೆಯಾಗುತ್ತಿದೆ. [302, 194, 442, 510]
proverb-text: ಬೇವು ಬೆಲ್ಲ ಕೊಟ್ಟು ಒಳ್ಳೆ ಮಾತಾಡು [161, 273, 276, 289]
population-cell: 21 ಕೋಟಿ + [532, 976, 601, 989]
rank-cell: 1. [447, 898, 473, 911]
rank-cell: 8. [447, 989, 473, 1002]
rank-cell: 9. [447, 1002, 473, 1015]
country-cell: ಮೆಕ್ಸಿಕೋ [473, 1015, 533, 1028]
letter-title [38, 519, 284, 539]
rank-cell: 3. [447, 924, 473, 937]
table-row [447, 924, 601, 937]
country-cell: ಚೈನಾ [473, 898, 533, 911]
page-label: ಪುಟ [46, 56, 59, 65]
writer-address: ವಿವೇಕಾನಂದ ನಗರ, ಮೈಸೂರು. 9341731661 [812, 1276, 888, 1296]
imprint-footer: Printed by T.S. Gopinath, Published by M. Govinde Gowda on behalf of Academy Newspapers Private Limited, 15-C Industrial 'A' Layout, Bannimantap, Mysore-570 015 and Printed at Academy Newspapers Private Limited, 15-C Industrial 'A' Layout, Bannimantap, Mysore-570 015 and Published at 15-C Industrial 'A' Layout, Bannimantap, Mysore-570 015, Editor: M. Govinde Gowda Ph: 2496520 / 2496521 / 2496526 / 2496527 / 2496528. Fax: 0821-2496525. CITY OFFICES: Visveswaraya Building, III Floor, K.R. CIRCLE, MYSORE-570 001, Ph: 2431774 and No. 114, D. DEVARAJ URS ROAD (Opposite Big Bus), MYSORE-570 001. Ph: 2428695. RNI Reg. No. 36581 / 1980 E-mail address: news@mysurumithra.com For advertisements: ad@mysurumithra.com, website: www.mysurumithra.com [38, 1332, 906, 1389]
rank-cell: 10. [447, 1015, 473, 1028]
article-column: ಸರ್ಕಾರಕ್ಕೆ ನಿರ್ದೇಶನ ನೀಡಬೇಕೆಂದು ಕೋರಿ ಹಲವು ಅರ್ಜಿಗಳು ಸುಪ್ರೀಂ ಕೋರ್ಟ್‌ನಲ್ಲಿ ವಿಚಾರಣೆ ಹಂತದಲ್ಲಿವೆ. ಜನಸಂಖ್ಯಾ ನಿಯಂತ್ರಣ ಕಾನೂನು ರೂಪಿಸುವ ಕುರಿತು ಕೇಂದ್ರ ಸರ್ಕಾರ ಅಭಿಪ್ರಾಯ ತಿಳಿಸುವಂತೆ ನ್ಯಾಯಾಲಯ ಸೂಚಿಸಿದೆ. 2017ರಲ್ಲಿ ಅಸ್ಸಾಂ ವಿಧಾನಸಭೆ ಜನಸಂಖ್ಯೆ ಮತ್ತು ಮಹಿಳಾ ಸಬಲೀಕರಣ ನೀತಿ ಅಂಗೀಕರಿಸಿ ಎರಡು ಮಕ್ಕಳಿಗಿಂತ ಹೆಚ್ಚು ಇರುವವರು ಸರ್ಕಾರಿ ಉದ್ಯೋಗಕ್ಕೆ ಅರ್ಹರಲ್ಲ ಎಂದು ನಿರ್ಧರಿಸಿತು. ಉತ್ತರ ಪ್ರದೇಶ ರಾಜ್ಯವೂ 2021ರಲ್ಲಿ ಕರಡು ಮಸೂದೆ ಸಿದ್ಧಪಡಿಸಿತು. ಕರ್ನಾಟಕದಲ್ಲೂ ಇಂತಹ ನೀತಿ ಜಾರಿಗೆ ಬರಬೇಕು ಎಂಬ ಒತ್ತಾಯ ಕೇಳಿಬರುತ್ತಿದೆ. ಸರ್ಕಾರ ಎಲ್ಲರ ಅಭಿಪ್ರಾಯ ಪಡೆದು ಸಮತೋಲಿತ ನೀತಿ ರೂಪಿಸುವುದು ಅಗತ್ಯ. ಇದರಿಂದ ಮುಂದಿನ ಪೀಳಿಗೆಗೆ ಉತ್ತಮ ಭವಿಷ್ಯ ಕಟ್ಟಿಕೊಡಲು ಸಾಧ್ಯವಾಗುತ್ತದೆ. ಈ ನಿಟ್ಟಿನಲ್ಲಿ ಸರ್ಕಾರ ತಡಮಾಡದೆ ಕ್ರಮ ಕೈಗೊಳ್ಳಲಿ. [766, 859, 904, 1001]
table-row [447, 1002, 601, 1015]
joke-title: ನಕ್ಕರೆ ಅದೇ ಸ್ವರ್ಗ [106, 91, 216, 113]
letter-title-text: ಖಾಸಗಿ ಬಡಾವಣೆಗಳಿಗೆ ಮೋಕ್ಷವೆಂದು? [50, 360, 199, 374]
black-dot-icon [40, 1404, 47, 1411]
